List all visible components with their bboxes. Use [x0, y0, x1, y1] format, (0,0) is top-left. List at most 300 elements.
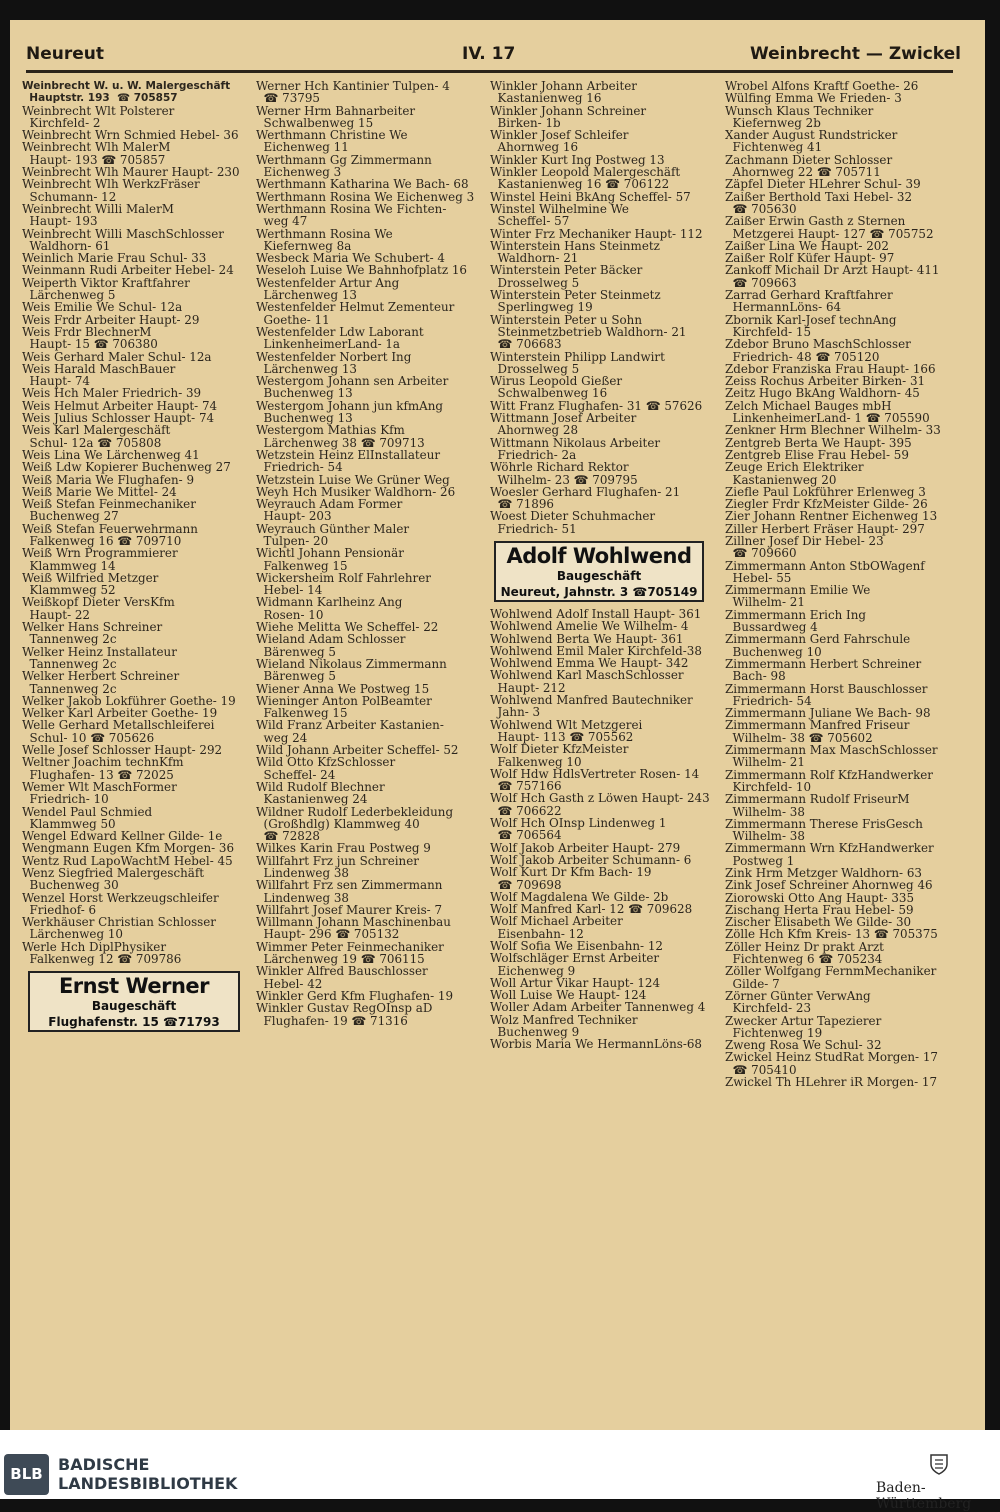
directory-entry: Wolf Hdw HdlsVertreter Rosen- 14: [490, 766, 700, 781]
directory-entry: Hebel- 55: [725, 570, 792, 585]
directory-entry: Zelch Michael Bauges mbH: [725, 398, 892, 413]
directory-entry: Welker Herbert Schreiner: [22, 669, 180, 684]
directory-entry: Friedrich- 2a: [490, 447, 577, 462]
directory-entry: Zink Josef Schreiner Ahornweg 46: [725, 878, 933, 893]
directory-entry: Klammweg 52: [22, 583, 116, 598]
directory-entry: Weyh Hch Musiker Waldhorn- 26: [256, 484, 456, 499]
directory-entry: Wilhelm- 21: [725, 595, 805, 610]
directory-entry: Zeuge Erich Elektriker: [725, 460, 864, 475]
directory-entry: Wrobel Alfons Kraftf Goethe- 26: [725, 79, 919, 93]
directory-entry: Weis Harald MaschBauer: [22, 361, 176, 376]
directory-entry: Wiener Anna We Postweg 15: [256, 681, 430, 696]
directory-entry: Wohlwend Amelie We Wilhelm- 4: [490, 619, 689, 634]
directory-entry: Kirchfeld- 23: [725, 1001, 812, 1016]
directory-entry: Haupt- 203: [256, 509, 332, 524]
directory-entry: Drosselweg 5: [490, 361, 580, 376]
directory-entry: Willmann Johann Maschinenbau: [256, 915, 451, 930]
directory-entry: Winterstein Hans Steinmetz: [490, 238, 660, 253]
directory-entry: Wolf Michael Arbeiter: [490, 914, 623, 929]
column-2: [256, 80, 486, 1027]
directory-entry: Waldhorn- 21: [490, 251, 579, 266]
directory-entry: Kirchfeld- 2: [22, 115, 101, 130]
directory-entry: Hebel- 42: [256, 976, 323, 991]
directory-entry: Werthmann Rosina We Fichten-: [256, 201, 447, 216]
ad-adolf-wohlwend: [494, 541, 704, 602]
column-4: [725, 80, 983, 1088]
directory-entry: Wunsch Klaus Techniker: [725, 103, 874, 118]
directory-entry: Weis Lina We Lärchenweg 41: [22, 447, 200, 462]
directory-entry: Haupt- 296 ☎ 705132: [256, 927, 400, 942]
directory-entry: Zöller Wolfgang FernmMechaniker: [725, 964, 937, 979]
directory-entry: Weis Karl Malergeschäft: [22, 423, 171, 438]
directory-entry: Haupt- 22: [22, 607, 90, 622]
directory-entry: Weinbrecht Wlt Polsterer: [22, 103, 175, 118]
directory-entry: Zaißer Rolf Küfer Haupt- 97: [725, 251, 895, 266]
directory-entry: Zischer Elisabeth We Gilde- 30: [725, 915, 912, 930]
directory-entry: Wilhelm- 38 ☎ 705602: [725, 730, 873, 745]
directory-entry: Werner Hch Kantinier Tulpen- 4: [256, 79, 450, 93]
directory-entry: Kastanienweg 16 ☎ 706122: [490, 177, 670, 192]
directory-entry: Winstel Wilhelmine We: [490, 201, 629, 216]
directory-entry: Falkenweg 16 ☎ 709710: [22, 533, 182, 548]
directory-entry: Ziefle Paul Lokführer Erlenweg 3: [725, 484, 926, 499]
column-4-entries: [725, 80, 983, 1088]
directory-entry: Weißkopf Dieter VersKfm: [22, 595, 175, 610]
directory-entry: Buchenweg 13: [256, 386, 353, 401]
directory-entry: Flughafen- 19 ☎ 71316: [256, 1013, 408, 1028]
directory-entry: Wolf Jakob Arbeiter Schumann- 6: [490, 852, 692, 867]
directory-entry: Winter Frz Mechaniker Haupt- 112: [490, 226, 703, 241]
directory-entry: Buchenweg 30: [22, 878, 119, 893]
directory-entry: Flughafen- 13 ☎ 72025: [22, 767, 174, 782]
directory-entry: Weiß Stefan Feinmechaniker: [22, 497, 196, 512]
directory-entry: Zimmermann Max MaschSchlosser: [725, 743, 938, 758]
directory-entry: Winterstein Peter u Sohn: [490, 312, 642, 327]
directory-entry: Wieland Nikolaus Zimmermann: [256, 656, 447, 671]
directory-entry: Tannenweg 2c: [22, 656, 117, 671]
column-3: [490, 80, 722, 1051]
directory-entry: Rosen- 10: [256, 607, 324, 622]
directory-entry: Scheffel- 24: [256, 767, 336, 782]
directory-entry: Lärchenweg 19 ☎ 706115: [256, 952, 425, 967]
directory-entry: Weis Gerhard Maler Schul- 12a: [22, 349, 212, 364]
directory-entry: Zimmermann Manfred Friseur: [725, 718, 910, 733]
directory-entry: Wentz Rud LapoWachtM Hebel- 45: [22, 853, 233, 868]
header-range: Weinbrecht — Zwickel: [750, 44, 961, 64]
directory-entry: Wengel Edward Kellner Gilde- 1e: [22, 829, 223, 844]
header-left: Neureut: [26, 44, 105, 64]
directory-entry: Zimmermann Therese FrisGesch: [725, 816, 923, 831]
directory-entry: Zaißer Erwin Gasth z Sternen: [725, 214, 906, 229]
directory-entry: Eichenweg 3: [256, 165, 342, 180]
directory-entry: Winterstein Peter Bäcker: [490, 263, 643, 278]
directory-entry: ☎ 757166: [490, 779, 562, 794]
directory-entry: Zdebor Franziska Frau Haupt- 166: [725, 361, 936, 376]
directory-entry: Weis Helmut Arbeiter Haupt- 74: [22, 398, 218, 413]
column-1: [22, 80, 250, 1038]
directory-entry: Zachmann Dieter Schlosser: [725, 152, 893, 167]
directory-entry: Wilhelm- 23 ☎ 709795: [490, 472, 638, 487]
directory-page: [10, 20, 985, 1430]
directory-entry: Wetzstein Heinz ElInstallateur: [256, 447, 441, 462]
column-1-entries: [22, 80, 250, 965]
directory-entry: Kiefernweg 2b: [725, 115, 821, 130]
directory-entry: Buchenweg 13: [256, 411, 353, 426]
directory-entry: Haupt- 113 ☎ 705562: [490, 729, 634, 744]
directory-entry: Werthmann Katharina We Bach- 68: [256, 177, 469, 192]
directory-entry: Weinbrecht Wlh Maurer Haupt- 230: [22, 165, 240, 180]
footer-bar: [0, 1430, 1000, 1512]
directory-entry: Welker Jakob Lokführer Goethe- 19: [22, 693, 236, 708]
directory-entry: Wohlwend Berta We Haupt- 361: [490, 631, 684, 646]
directory-entry: Zeiss Rochus Arbeiter Birken- 31: [725, 374, 926, 389]
directory-entry: Zarrad Gerhard Kraftfahrer: [725, 288, 893, 303]
directory-entry: Falkenweg 15: [256, 558, 348, 573]
directory-entry: ☎ 709698: [490, 877, 562, 892]
directory-entry: Winstel Heini BkAng Scheffel- 57: [490, 189, 691, 204]
directory-entry: Wilhelm- 38: [725, 804, 805, 819]
directory-entry: Woesler Gerhard Flughafen- 21: [490, 484, 681, 499]
ad-subtitle: Baugeschäft: [556, 568, 642, 583]
directory-entry: Weis Julius Schlosser Haupt- 74: [22, 411, 215, 426]
directory-entry: Haupt- 74: [22, 374, 90, 389]
column-3-entries-top: [490, 80, 722, 535]
directory-entry: Wieninger Anton PolBeamter: [256, 693, 432, 708]
directory-entry: Zankoff Michail Dr Arzt Haupt- 411: [725, 263, 940, 278]
directory-entry: Wolf Kurt Dr Kfm Bach- 19: [490, 865, 652, 880]
directory-entry: Wenz Siegfried Malergeschäft: [22, 866, 205, 880]
directory-entry: Wild Otto KfzSchlosser: [256, 755, 396, 770]
directory-entry: Weinbrecht Wlh WerkzFräser: [22, 177, 200, 192]
directory-entry: Willfahrt Josef Maurer Kreis- 7: [256, 902, 443, 917]
directory-entry: Zimmermann Rudolf FriseurM: [725, 792, 910, 807]
directory-entry: Hebel- 14: [256, 583, 323, 598]
directory-entry: Weinbrecht Wrn Schmied Hebel- 36: [22, 128, 239, 143]
library-name-line2: LANDESBIBLIOTHEK: [58, 1474, 238, 1493]
directory-entry: Weis Frdr Arbeiter Haupt- 29: [22, 312, 200, 327]
directory-entry: Woest Dieter Schuhmacher: [490, 509, 656, 524]
directory-entry: Eisenbahn- 12: [490, 926, 584, 941]
directory-entry: Weinbrecht Willi MalerM: [22, 201, 174, 216]
directory-entry: Falkenweg 15: [256, 706, 348, 721]
library-name: [58, 1455, 237, 1493]
directory-entry: Buchenweg 27: [22, 509, 119, 524]
directory-entry: Klammweg 50: [22, 816, 116, 831]
directory-entry: Ahornweg 22 ☎ 705711: [725, 165, 881, 180]
state-crest-icon: [927, 1452, 951, 1476]
directory-entry: Wetzstein Luise We Grüner Weg: [256, 472, 450, 487]
directory-entry: Scheffel- 57: [490, 214, 570, 229]
directory-entry: Weltner Joachim technKfm: [22, 755, 184, 770]
ad-title: Ernst Werner: [58, 974, 210, 999]
directory-entry: Kastanienweg 20: [725, 472, 837, 487]
directory-entry: Zaißer Berthold Taxi Hebel- 32: [725, 189, 913, 204]
directory-entry: Westergom Mathias Kfm: [256, 423, 405, 438]
directory-entry: Bärenweg 5: [256, 669, 336, 684]
directory-entry: weg 47: [256, 214, 308, 229]
directory-entry: Willfahrt Frz jun Schreiner: [256, 853, 419, 868]
directory-entry: Winkler Gerd Kfm Flughafen- 19: [256, 988, 454, 1003]
directory-entry: Wichtl Johann Pensionär: [256, 546, 404, 561]
directory-entry: Fichtenweg 41: [725, 140, 823, 155]
directory-entry: Weiß Wrn Programmierer: [22, 546, 178, 561]
directory-entry: Jahn- 3: [490, 705, 541, 720]
directory-entry: Werkhäuser Christian Schlosser: [22, 915, 216, 930]
directory-entry: Westergom Johann jun kfmAng: [256, 398, 444, 413]
directory-entry: Friedrich- 54: [256, 460, 343, 475]
column-3-entries-bottom: [490, 608, 722, 1051]
directory-entry: Zimmermann Anton StbOWagenf: [725, 558, 925, 573]
directory-entry: Haupt- 193 ☎ 705857: [22, 152, 166, 167]
directory-entry: Drosselweg 5: [490, 275, 580, 290]
directory-entry: Werle Hch DiplPhysiker: [22, 939, 167, 954]
directory-entry: Eichenweg 11: [256, 140, 349, 155]
directory-entry: Welker Hans Schreiner: [22, 620, 163, 635]
directory-entry: weg 24: [256, 730, 308, 745]
directory-entry: Friedrich- 48 ☎ 705120: [725, 349, 880, 364]
directory-entry: ☎ 706564: [490, 828, 562, 843]
directory-entry: Weiß Stefan Feuerwehrmann: [22, 521, 198, 536]
library-name-line1: BADISCHE: [58, 1455, 150, 1474]
directory-entry: Zimmermann Wrn KfzHandwerker: [725, 841, 934, 856]
directory-entry: Lärchenweg 13: [256, 361, 357, 376]
directory-entry: Welle Gerhard Metallschleiferei: [22, 718, 215, 733]
directory-entry: Winkler Leopold Malergeschäft: [490, 165, 681, 180]
directory-entry: Winterstein Peter Steinmetz: [490, 288, 661, 303]
directory-entry: Lindenweg 38: [256, 866, 349, 880]
directory-entry: Zölle Hch Kfm Kreis- 13 ☎ 705375: [725, 927, 938, 942]
directory-entry: Zimmermann Gerd Fahrschule: [725, 632, 911, 647]
directory-entry: (Großhdlg) Klammweg 40: [256, 816, 420, 831]
directory-entry: Goethe- 11: [256, 312, 330, 327]
directory-entry: Wild Johann Arbeiter Scheffel- 52: [256, 743, 459, 758]
directory-entry: Wittmann Nikolaus Arbeiter: [490, 435, 661, 450]
directory-entry: Werthmann Rosina We: [256, 226, 393, 241]
header-page-number: IV. 17: [462, 44, 516, 64]
directory-entry: Kastanienweg 24: [256, 792, 368, 807]
directory-entry: Weis Frdr BlechnerM: [22, 324, 152, 339]
ad-ernst-werner: [28, 971, 240, 1032]
directory-entry: Birken- 1b: [490, 115, 561, 130]
directory-entry: Weis Emilie We Schul- 12a: [22, 300, 183, 315]
directory-entry: Lärchenweg 13: [256, 288, 357, 303]
directory-entry: Kirchfeld- 15: [725, 324, 812, 339]
directory-entry: Falkenweg 12 ☎ 709786: [22, 952, 182, 967]
directory-entry: Falkenweg 10: [490, 754, 582, 769]
directory-entry: Wickersheim Rolf Fahrlehrer: [256, 570, 431, 585]
directory-entry: Wohlwend Adolf Install Haupt- 361: [490, 606, 702, 621]
directory-entry: Haupt- 193: [22, 214, 98, 229]
directory-entry: Kirchfeld- 10: [725, 779, 812, 794]
directory-entry: Werner Hrm Bahnarbeiter: [256, 103, 416, 118]
directory-entry: Weiß Ldw Kopierer Buchenweg 27: [22, 460, 231, 475]
directory-entry: Welker Heinz Installateur: [22, 644, 177, 659]
directory-entry: ☎ 73795: [256, 91, 320, 106]
directory-entry: Winkler Johann Arbeiter: [490, 79, 637, 93]
directory-entry: Westenfelder Ldw Laborant: [256, 324, 424, 339]
directory-entry: Wolz Manfred Techniker: [490, 1012, 638, 1027]
directory-entry: Wohlwend Manfred Bautechniker: [490, 693, 693, 708]
directory-entry: Weyrauch Adam Former: [256, 497, 403, 512]
directory-entry: Willfahrt Frz sen Zimmermann: [256, 878, 443, 893]
directory-entry: Zöller Heinz Dr prakt Arzt: [725, 939, 884, 954]
directory-entry: Schumann- 12: [22, 189, 117, 204]
directory-entry: Weiß Maria We Flughafen- 9: [22, 472, 195, 487]
directory-entry: Haupt- 15 ☎ 706380: [22, 337, 158, 352]
directory-entry: Wildner Rudolf Lederbekleidung: [256, 804, 454, 819]
directory-entry: Widmann Karlheinz Ang: [256, 595, 403, 610]
directory-entry: Zimmermann Emilie We: [725, 583, 871, 598]
directory-entry: Weinmann Rudi Arbeiter Hebel- 24: [22, 263, 234, 278]
directory-entry: Metzgerei Haupt- 127 ☎ 705752: [725, 226, 934, 241]
directory-entry: Weinbrecht Wlh MalerM: [22, 140, 171, 155]
directory-entry: Zaißer Lina We Haupt- 202: [725, 238, 889, 253]
directory-entry: Weinbrecht W. u. W. Malergeschäft: [22, 80, 231, 92]
directory-entry: Friedrich- 10: [22, 792, 109, 807]
directory-entry: Wilhelm- 21: [725, 755, 805, 770]
directory-entry: Weseloh Luise We Bahnhofplatz 16: [256, 263, 467, 278]
directory-entry: HermannLöns- 64: [725, 300, 842, 315]
directory-entry: LinkenheimerLand- 1 ☎ 705590: [725, 411, 930, 426]
directory-entry: Ziller Herbert Fräser Haupt- 297: [725, 521, 925, 536]
directory-entry: Wolfschläger Ernst Arbeiter: [490, 951, 660, 966]
directory-entry: Weinbrecht Willi MaschSchlosser: [22, 226, 224, 241]
directory-entry: Wenzel Horst Werkzeugschleifer: [22, 890, 219, 905]
directory-entry: Woll Artur Vikar Haupt- 124: [490, 975, 661, 990]
directory-entry: Zäpfel Dieter HLehrer Schul- 39: [725, 177, 921, 192]
directory-entry: Schwalbenweg 16: [490, 386, 608, 401]
directory-entry: Wesbeck Maria We Schubert- 4: [256, 251, 445, 266]
column-2-entries: [256, 80, 486, 1027]
directory-entry: Bussardweg 4: [725, 620, 818, 635]
directory-entry: Wolf Jakob Arbeiter Haupt- 279: [490, 840, 681, 855]
directory-entry: ☎ 706622: [490, 803, 562, 818]
ad-title: Adolf Wohlwend: [506, 543, 692, 568]
directory-entry: Buchenweg 9: [490, 1025, 580, 1040]
directory-entry: Tannenweg 2c: [22, 632, 117, 647]
directory-entry: Werthmann Christine We: [256, 128, 408, 143]
directory-entry: Winkler Kurt Ing Postweg 13: [490, 152, 665, 167]
directory-entry: Ziorowski Otto Ang Haupt- 335: [725, 890, 915, 905]
ad-address: Neureut, Jahnstr. 3 ☎705149: [500, 584, 698, 599]
directory-entry: Lärchenweg 10: [22, 927, 123, 942]
directory-entry: Weinlich Marie Frau Schul- 33: [22, 251, 207, 266]
directory-entry: Wolf Magdalena We Gilde- 2b: [490, 889, 669, 904]
directory-entry: Waldhorn- 61: [22, 238, 111, 253]
directory-entry: ☎ 709660: [725, 546, 797, 561]
directory-entry: Kastanienweg 16: [490, 91, 602, 106]
directory-entry: Winkler Josef Schleifer: [490, 128, 629, 143]
directory-entry: Zbornik Karl-Josef technAng: [725, 312, 897, 327]
directory-entry: Westergom Johann sen Arbeiter: [256, 374, 449, 389]
directory-entry: Haupt- 212: [490, 680, 566, 695]
directory-entry: Wimmer Peter Feinmechaniker: [256, 939, 444, 954]
directory-entry: Klammweg 14: [22, 558, 116, 573]
directory-entry: Ahornweg 16: [490, 140, 579, 155]
directory-entry: Postweg 1: [725, 853, 795, 868]
directory-entry: Zimmermann Rolf KfzHandwerker: [725, 767, 933, 782]
directory-entry: Fichtenweg 19: [725, 1025, 823, 1040]
directory-entry: Wild Rudolf Blechner: [256, 779, 385, 794]
directory-entry: Zimmermann Horst Bauschlosser: [725, 681, 928, 696]
directory-entry: ☎ 709663: [725, 275, 797, 290]
directory-entry: Schwalbenweg 15: [256, 115, 374, 130]
directory-entry: Zimmermann Herbert Schreiner: [725, 656, 922, 671]
directory-entry: ☎ 705410: [725, 1062, 797, 1077]
directory-entry: Wohlwend Emma We Haupt- 342: [490, 656, 689, 671]
directory-entry: Werthmann Rosina We Eichenweg 3: [256, 189, 475, 204]
directory-entry: ☎ 706683: [490, 337, 562, 352]
directory-entry: Lärchenweg 5: [22, 288, 116, 303]
directory-entry: Woller Adam Arbeiter Tannenweg 4: [490, 1000, 706, 1015]
directory-entry: ☎ 71896: [490, 497, 554, 512]
directory-entry: Weis Hch Maler Friedrich- 39: [22, 386, 202, 401]
directory-entry: Fichtenweg 6 ☎ 705234: [725, 952, 883, 967]
directory-entry: Winkler Johann Schreiner: [490, 103, 647, 118]
directory-entry: LinkenheimerLand- 1a: [256, 337, 401, 352]
directory-entry: Friedrich- 54: [725, 693, 812, 708]
directory-entry: Winkler Alfred Bauschlosser: [256, 964, 428, 979]
directory-entry: Wülfing Emma We Frieden- 3: [725, 91, 902, 106]
directory-entry: Friedrich- 51: [490, 521, 577, 536]
directory-entry: Wolf Dieter KfzMeister: [490, 742, 629, 757]
directory-entry: Weiß Wilfried Metzger: [22, 570, 159, 585]
directory-entry: Lindenweg 38: [256, 890, 349, 905]
directory-entry: Wendel Paul Schmied: [22, 804, 153, 819]
directory-entry: Zink Hrm Metzger Waldhorn- 63: [725, 866, 922, 880]
directory-entry: Wohlwend Karl MaschSchlosser: [490, 668, 684, 683]
directory-entry: Zwickel Th HLehrer iR Morgen- 17: [725, 1075, 938, 1090]
state-name: Baden-Württemberg: [876, 1480, 972, 1512]
directory-entry: Friedhof- 6: [22, 902, 97, 917]
directory-entry: Westenfelder Norbert Ing: [256, 349, 412, 364]
directory-entry: Winkler Gustav RegOInsp aD: [256, 1001, 433, 1016]
directory-entry: Wolf Hch OInsp Lindenweg 1: [490, 816, 667, 831]
directory-entry: Witt Franz Flughafen- 31 ☎ 57626: [490, 398, 703, 413]
directory-entry: Woll Luise We Haupt- 124: [490, 988, 647, 1003]
directory-entry: Welker Karl Arbeiter Goethe- 19: [22, 706, 218, 721]
directory-entry: Zdebor Bruno MaschSchlosser: [725, 337, 911, 352]
directory-entry: Worbis Maria We HermannLöns-68: [490, 1037, 702, 1052]
directory-entry: Weiß Marie We Mittel- 24: [22, 484, 177, 499]
directory-entry: Westenfelder Artur Ang: [256, 275, 400, 290]
directory-entry: Wolf Manfred Karl- 12 ☎ 709628: [490, 902, 693, 917]
directory-entry: Zier Johann Rentner Eichenweg 13: [725, 509, 938, 524]
directory-entry: Welle Josef Schlosser Haupt- 292: [22, 743, 223, 758]
directory-entry: Zillner Josef Dir Hebel- 23: [725, 533, 884, 548]
directory-entry: Wohlwend Emil Maler Kirchfeld-38: [490, 643, 702, 658]
directory-entry: Zwickel Heinz StudRat Morgen- 17: [725, 1050, 938, 1065]
directory-entry: Kiefernweg 8a: [256, 238, 352, 253]
directory-entry: Wemer Wlt MaschFormer: [22, 779, 177, 794]
directory-entry: Hauptstr. 193 ☎ 705857: [22, 92, 178, 105]
directory-entry: Gilde- 7: [725, 976, 780, 991]
directory-entry: Schul- 12a ☎ 705808: [22, 435, 162, 450]
directory-entry: Wilkes Karin Frau Postweg 9: [256, 841, 431, 856]
directory-entry: Ziegler Frdr KfzMeister Gilde- 26: [725, 497, 928, 512]
directory-entry: Wieland Adam Schlosser: [256, 632, 406, 647]
ad-subtitle: Baugeschäft: [91, 999, 177, 1014]
directory-entry: Tannenweg 2c: [22, 681, 117, 696]
directory-entry: Tulpen- 20: [256, 533, 329, 548]
directory-entry: Schul- 10 ☎ 705626: [22, 730, 155, 745]
directory-entry: Wohlwend Wlt Metzgerei: [490, 717, 643, 732]
directory-entry: Westenfelder Helmut Zementeur: [256, 300, 455, 315]
directory-entry: Wild Franz Arbeiter Kastanien-: [256, 718, 444, 733]
directory-entry: Bach- 98: [725, 669, 786, 684]
directory-entry: Wöhrle Richard Rektor: [490, 460, 629, 475]
directory-entry: Wittmann Josef Arbeiter: [490, 411, 637, 426]
